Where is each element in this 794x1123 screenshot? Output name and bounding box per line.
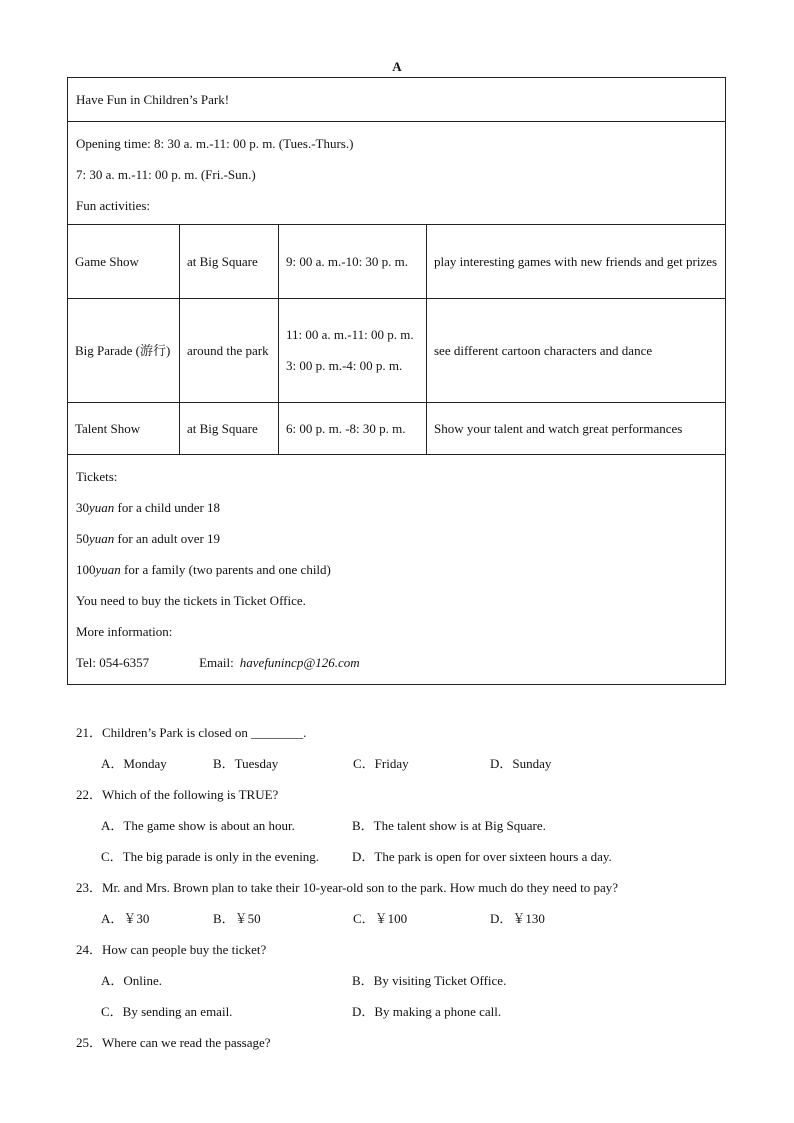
activity-place: at Big Square: [180, 225, 279, 298]
opening-times: [68, 122, 725, 225]
table-row: [68, 225, 725, 298]
tickets-label: Tickets:: [76, 468, 118, 484]
ticket-unit: yuan: [95, 561, 121, 577]
question-stem: 25．Where can we read the passage?: [76, 1035, 271, 1050]
option: A．Monday: [101, 756, 167, 771]
option: C．The big parade is only in the evening.: [101, 849, 320, 864]
ad-title-row: [68, 78, 725, 122]
option: C．By sending an email.: [101, 1004, 233, 1019]
ticket-line: [76, 554, 717, 585]
contact-line: [76, 647, 717, 678]
ticket-line: [76, 523, 717, 554]
activity-time-2: 3: 00 p. m.-4: 00 p. m.: [286, 358, 403, 373]
options-row: [76, 748, 736, 779]
option: B．By visiting Ticket Office.: [352, 973, 507, 988]
option: B．The talent show is at Big Square.: [352, 818, 546, 833]
option: A．The game show is about an hour.: [101, 818, 295, 833]
activity-place: around the park: [180, 298, 279, 402]
ticket-unit: yuan: [89, 499, 115, 515]
ticket-text: for a family (two parents and one child): [120, 561, 331, 577]
option: A．Online.: [101, 973, 163, 988]
park-advertisement: [67, 77, 726, 685]
ticket-amount: 30: [76, 499, 89, 515]
opening-line-2: 7: 30 a. m.-11: 00 p. m. (Fri.-Sun.): [76, 167, 256, 182]
table-row: [68, 402, 725, 454]
options-row: [76, 810, 736, 841]
options-row: [76, 903, 736, 934]
email-value: havefunincp@126.com: [239, 654, 360, 670]
activity-name: Talent Show: [68, 402, 180, 454]
activity-name: Game Show: [68, 225, 180, 298]
option: D．The park is open for over sixteen hours a day.: [352, 849, 612, 864]
option: A．￥30: [101, 911, 150, 926]
options-row: [76, 996, 736, 1027]
opening-line-1: Opening time: 8: 30 a. m.-11: 00 p. m. (Tues.-Thurs.): [76, 136, 354, 151]
activities-table: [68, 225, 725, 455]
option: D．Sunday: [490, 756, 552, 771]
more-info-label: More information:: [76, 623, 173, 639]
activity-time-1: 11: 00 a. m.-11: 00 p. m.: [286, 327, 414, 342]
activity-desc: Show your talent and watch great performances: [427, 402, 726, 454]
option: B．￥50: [213, 911, 261, 926]
options-row: [76, 965, 736, 996]
activity-time: 9: 00 a. m.-10: 30 p. m.: [279, 225, 427, 298]
activity-desc: play interesting games with new friends and get prizes: [427, 225, 726, 298]
activity-time: [279, 298, 427, 402]
tickets-section: [68, 455, 725, 684]
email-label: Email:: [199, 654, 234, 670]
ticket-text: for a child under 18: [114, 499, 221, 515]
ticket-line: [76, 492, 717, 523]
ad-title: Have Fun in Children’s Park!: [76, 91, 230, 107]
question-stem: 24．How can people buy the ticket?: [76, 942, 267, 957]
section-letter: A: [392, 59, 402, 74]
option: B．Tuesday: [213, 756, 279, 771]
question-stem: 21．Children’s Park is closed on ________.: [76, 725, 307, 740]
activity-time: 6: 00 p. m. -8: 30 p. m.: [279, 402, 427, 454]
activity-place: at Big Square: [180, 402, 279, 454]
question-stem: 23．Mr. and Mrs. Brown plan to take their 10-year-old son to the park. How much do they need to pay?: [76, 880, 619, 895]
option: C．Friday: [353, 756, 409, 771]
ticket-amount: 100: [76, 561, 96, 577]
fun-activities-label: Fun activities:: [76, 198, 151, 213]
buy-note: You need to buy the tickets in Ticket Office.: [76, 592, 306, 608]
questions: [76, 717, 736, 1058]
ticket-text: for an adult over 19: [114, 530, 221, 546]
activity-desc: see different cartoon characters and dance: [427, 298, 726, 402]
table-row: [68, 298, 725, 402]
ticket-amount: 50: [76, 530, 89, 546]
option: C．￥100: [353, 911, 408, 926]
option: D．￥130: [490, 911, 545, 926]
question-stem: 22．Which of the following is TRUE?: [76, 787, 279, 802]
ticket-unit: yuan: [89, 530, 115, 546]
options-row: [76, 841, 736, 872]
tel: Tel: 054-6357: [76, 654, 150, 670]
activity-name: Big Parade (游行): [68, 298, 180, 402]
option: D．By making a phone call.: [352, 1004, 502, 1019]
